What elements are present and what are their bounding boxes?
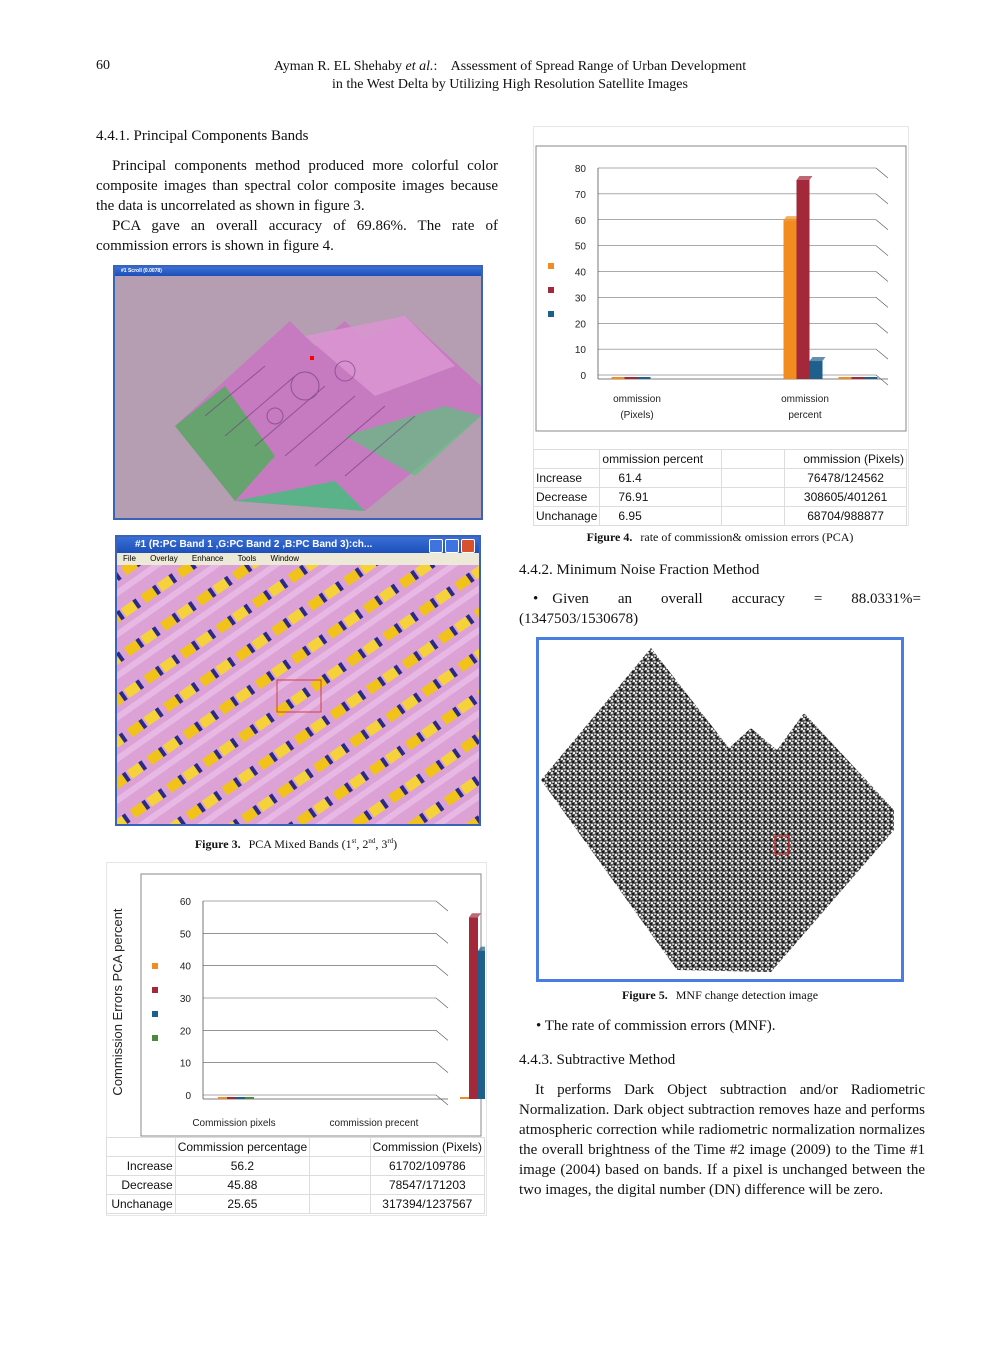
legend-marker-increase (548, 263, 554, 269)
header-line2: in the West Delta by Utilizing High Resolution Satellite Images (332, 77, 688, 92)
table-empty-cell (722, 469, 785, 488)
bar (469, 917, 478, 1099)
bar (227, 1097, 236, 1099)
table-cell: 61702/109786 (370, 1157, 484, 1176)
table-row-label: Unchanage (107, 1195, 176, 1214)
y-tick-label: 20 (574, 319, 586, 331)
table-header-row (107, 1138, 485, 1157)
legend-marker-unchanage (152, 1035, 158, 1041)
figure-5-label: Figure 5. (621, 988, 668, 1002)
fig3-sup-3: rd (387, 837, 394, 845)
y-tick-label: 60 (574, 215, 586, 227)
table-empty-cell (722, 488, 785, 507)
figure-4-label: Figure 4. (586, 530, 633, 544)
figure-5-caption-text: MNF change detection image (675, 988, 819, 1002)
x-category-label: percent (788, 410, 822, 421)
menu-tools[interactable]: Tools (237, 554, 257, 563)
section-4-4-3-title: 4.4.3. Subtractive Method (519, 1052, 676, 1068)
y-tick-label: 60 (179, 897, 191, 908)
bar (638, 377, 651, 379)
figure-5-caption (536, 988, 904, 1003)
bar (839, 377, 852, 379)
y-tick-label: 30 (179, 994, 191, 1005)
figure-3-label: Figure 3. (194, 837, 241, 851)
table-cell: 61.4 (600, 469, 722, 488)
y-tick-label: 40 (179, 961, 191, 973)
close-icon[interactable] (461, 539, 475, 553)
bar (810, 361, 823, 379)
paragraph-subtractive: It performs Dark Object subtraction and/or Radiometric Normalization. Dark object subtraction removes haze and performs atmospheric correction while radiometric normalization normalizes the overall brightness of the Time #2 image (2009) to the Time #1 image (2004) based on bands. If a pixel is unchanged between the two images, the digital number (DN) difference will be zero. (519, 1082, 925, 1198)
table-empty-cell (310, 1138, 371, 1157)
y-tick-label: 0 (580, 371, 586, 382)
table-cell: 308605/401261 (785, 488, 907, 507)
y-axis-title: Commission Errors PCA percent (110, 908, 125, 1096)
plot-frame (141, 874, 481, 1136)
bar (245, 1097, 254, 1099)
figure-4-caption-text: rate of commission& omission errors (PCA) (640, 530, 854, 544)
y-tick-label: 80 (574, 164, 586, 175)
bar (612, 377, 625, 379)
bullet-dot: • (533, 591, 539, 607)
pca-band-title: #1 (R:PC Band 1 ,G:PC Band 2 ,B:PC Band 3):ch... (135, 539, 373, 550)
maximize-icon[interactable] (445, 539, 459, 553)
bar (852, 377, 865, 379)
header-author: Ayman R. EL Shehaby (273, 59, 402, 74)
pca-overview-image (115, 276, 481, 518)
y-tick-label: 40 (574, 267, 586, 279)
table-cell: 76.91 (600, 488, 722, 507)
bullet-accuracy-value: (1347503/1530678) (519, 611, 639, 627)
table-empty-cell (310, 1157, 371, 1176)
table-header-cell: ommission (Pixels) (785, 450, 907, 469)
x-category-label: (Pixels) (620, 410, 654, 421)
page-number: 60 (96, 58, 110, 73)
y-tick-label: 10 (179, 1058, 191, 1070)
section-4-4-3-body (519, 1080, 925, 1200)
bullet-mnf-text: The rate of commission errors (MNF). (544, 1018, 776, 1034)
legend-marker-unchanage (548, 311, 554, 317)
figure-3-caption-text: PCA Mixed Bands (1 (248, 837, 352, 851)
legend-marker-decrease (548, 287, 554, 293)
table-row-label: Decrease (534, 488, 600, 507)
legend-marker-increase (152, 987, 158, 993)
table-cell: 76478/124562 (785, 469, 907, 488)
table-empty-cell (310, 1195, 371, 1214)
header-etal: et al. (405, 59, 434, 74)
table-row (534, 469, 907, 488)
bar (784, 220, 797, 379)
table-empty-cell (722, 450, 785, 469)
table-cell: 317394/1237567 (370, 1195, 484, 1214)
table-empty-cell (722, 507, 785, 526)
bar (865, 377, 878, 379)
table-cell: 25.65 (175, 1195, 309, 1214)
header-title: Assessment of Spread Range of Urban Development (450, 59, 747, 74)
pca-omission-table (533, 449, 907, 526)
y-tick-label: 50 (179, 929, 191, 941)
bullet-accuracy-text: Given an overall accuracy = 88.0331%= (552, 591, 921, 607)
table-row-label: Decrease (107, 1176, 176, 1195)
bar (625, 377, 638, 379)
mnf-change-image (539, 640, 901, 979)
pca-scroll-window (113, 265, 483, 520)
fig3-sup-1: st (351, 837, 357, 845)
fig3-sup-2: nd (368, 837, 376, 845)
mnf-image-frame (536, 637, 904, 982)
table-row-label: Unchanage (534, 507, 600, 526)
fig3-sep-2: , 3 (375, 837, 388, 851)
table-header-cell: Commission (Pixels) (370, 1138, 484, 1157)
menu-enhance[interactable]: Enhance (191, 554, 224, 563)
y-tick-label: 30 (574, 293, 586, 305)
table-header-cell (107, 1138, 176, 1157)
bullet-dot: • (536, 1018, 545, 1034)
pca-band-window (115, 535, 481, 826)
menu-file[interactable]: File (123, 554, 136, 563)
plot-frame (536, 146, 906, 431)
y-tick-label: 20 (179, 1026, 191, 1038)
pca-omission-chart-block (533, 126, 907, 524)
y-tick-label: 0 (185, 1091, 191, 1102)
table-cell: 68704/988877 (785, 507, 907, 526)
x-category-label: ommission (781, 394, 829, 405)
menu-window[interactable]: Window (270, 554, 299, 563)
pca-commission-chart (106, 872, 485, 1138)
table-header-row (534, 450, 907, 469)
bar (236, 1097, 245, 1099)
section-4-4-1-title: 4.4.1. Principal Components Bands (96, 128, 309, 144)
bar (797, 180, 810, 379)
table-row (107, 1176, 485, 1195)
table-header-cell: ommission percent (600, 450, 722, 469)
bar (460, 1097, 469, 1099)
running-header: Ayman R. EL Shehaby et al.: Assessment of Spread Range of Urban Development in the West Delta by Utilizing High Resolution Satellite Images (230, 58, 790, 94)
paragraph-pca-1: Principal components method produced more colorful color composite images than spectral color composite images because the data is uncorrelated as shown in figure 3. (96, 158, 498, 214)
table-row (107, 1195, 485, 1214)
menu-overlay[interactable]: Overlay (150, 554, 178, 563)
minimize-icon[interactable] (429, 539, 443, 553)
table-header-cell: Commission percentage (175, 1138, 309, 1157)
table-header-cell (534, 450, 600, 469)
y-tick-label: 10 (574, 345, 586, 357)
pca-band-menubar (117, 553, 479, 565)
bullet-mnf-commission (536, 1016, 776, 1036)
table-row (534, 488, 907, 507)
legend-marker-series-1 (152, 963, 158, 969)
table-row (107, 1157, 485, 1176)
table-row-label: Increase (107, 1157, 176, 1176)
paragraph-pca-2: PCA gave an overall accuracy of 69.86%. The rate of commission errors is shown in figure 4. (96, 218, 498, 254)
bar (478, 951, 485, 1099)
pca-commission-chart-block (106, 862, 485, 1214)
figure-3-caption (113, 837, 479, 852)
fig3-sep-1: , 2 (356, 837, 369, 851)
window-controls (427, 539, 475, 553)
legend-marker-decrease (152, 1011, 158, 1017)
x-category-label: Commission pixels (192, 1118, 276, 1129)
figure-4-caption (533, 530, 907, 545)
pca-band-titlebar (117, 537, 479, 553)
pca-commission-table (106, 1137, 485, 1214)
table-row (534, 507, 907, 526)
pca-scroll-title: #1 Scroll (0.0078) (115, 267, 481, 276)
section-4-4-2-title: 4.4.2. Minimum Noise Fraction Method (519, 562, 760, 578)
y-tick-label: 50 (574, 241, 586, 253)
pca-omission-chart (533, 126, 907, 448)
table-empty-cell (310, 1176, 371, 1195)
table-cell: 6.95 (600, 507, 722, 526)
table-row-label: Increase (534, 469, 600, 488)
fig3-close: ) (393, 837, 398, 851)
y-tick-label: 70 (574, 189, 586, 201)
bar (218, 1097, 227, 1099)
x-category-label: ommission (613, 394, 661, 405)
table-cell: 78547/171203 (370, 1176, 484, 1195)
table-cell: 56.2 (175, 1157, 309, 1176)
table-cell: 45.88 (175, 1176, 309, 1195)
bullet-overall-accuracy (519, 589, 921, 629)
pca-zoom-image (117, 565, 479, 824)
x-category-label: commission precent (329, 1118, 419, 1129)
section-4-4-1-body (96, 156, 498, 256)
